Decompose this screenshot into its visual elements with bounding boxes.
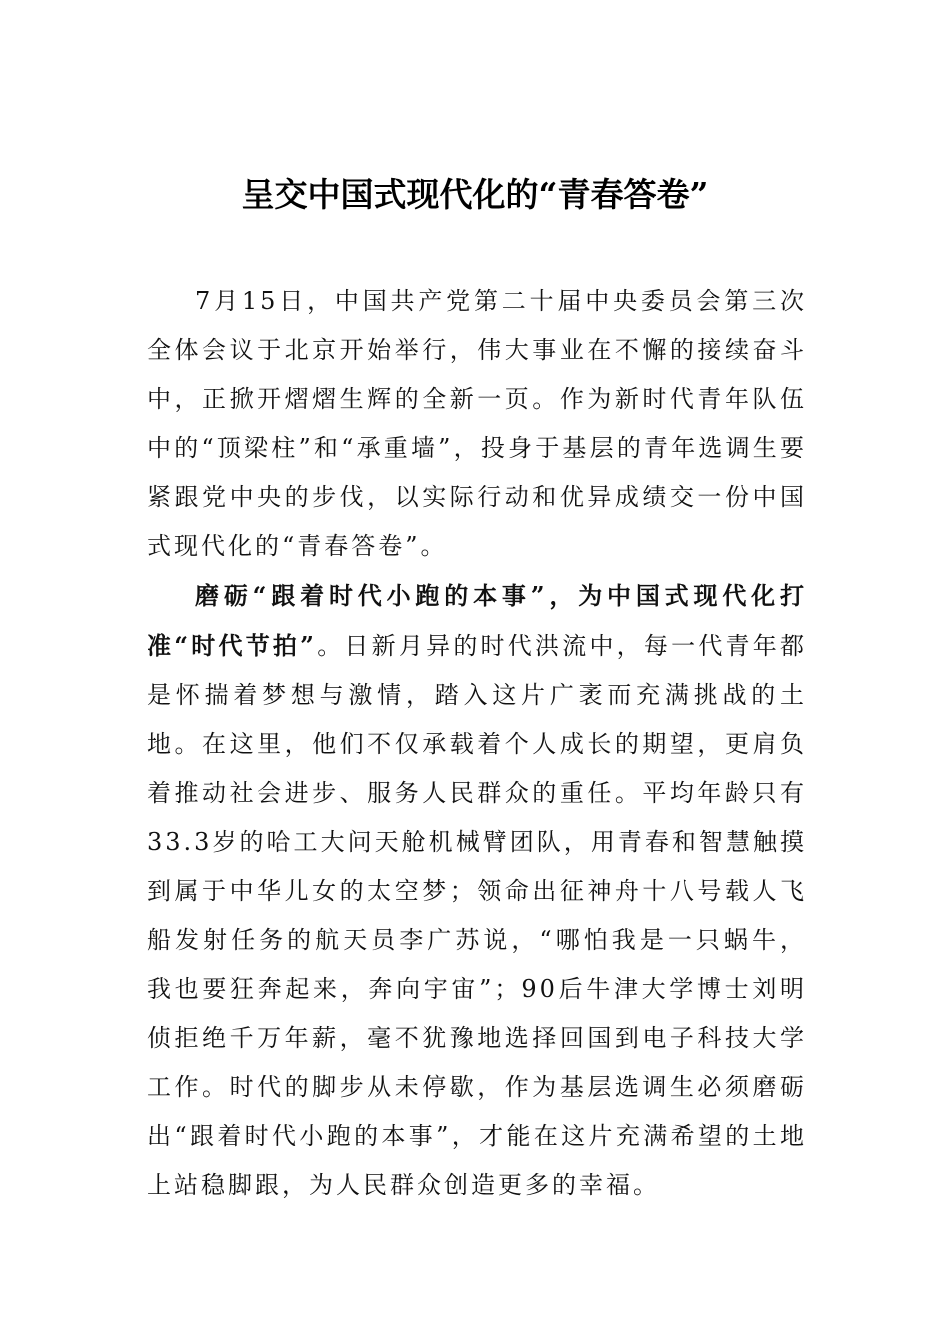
document-body — [147, 277, 807, 1210]
document-title: 呈交中国式现代化的“青春答卷” — [241, 175, 709, 214]
paragraph-body: 。日新月异的时代洪流中，每一代青年都是怀揣着梦想与激情，踏入这片广袤而充满挑战的土地。在这里，他们不仅承载着个人成长的期望，更肩负着推动社会进步、服务人民群众的重任。平均年龄只有33.3岁的哈工大问天舱机械臂团队，用青春和智慧触摸到属于中华儿女的太空梦；领命出征神舟十八号载人飞船发射任务的航天员李广苏说，“哪怕我是一只蜗牛，我也要狂奔起来，奔向宇宙”；90后牛津大学博士刘明侦拒绝千万年薪，毫不犹豫地选择回国到电子科技大学工作。时代的脚步从未停歇，作为基层选调生必须磨砺出“跟着时代小跑的本事”，才能在这片充满希望的土地上站稳脚跟，为人民群众创造更多的幸福。 — [147, 632, 808, 1199]
paragraph-heading: 磨砺“跟着时代小跑的本事”，为中国式现代化打准“时代节拍” — [147, 581, 807, 660]
paragraph-second — [147, 571, 807, 1210]
paragraph-intro: 7月15日，中国共产党第二十届中央委员会第三次全体会议于北京开始举行，伟大事业在不懈的接续奋斗中，正掀开熠熠生辉的全新一页。作为新时代青年队伍中的“顶梁柱”和“承重墙”，投身于基层的青年选调生要紧跟党中央的步伐，以实际行动和优异成绩交一份中国式现代化的“青春答卷”。 — [147, 287, 807, 560]
